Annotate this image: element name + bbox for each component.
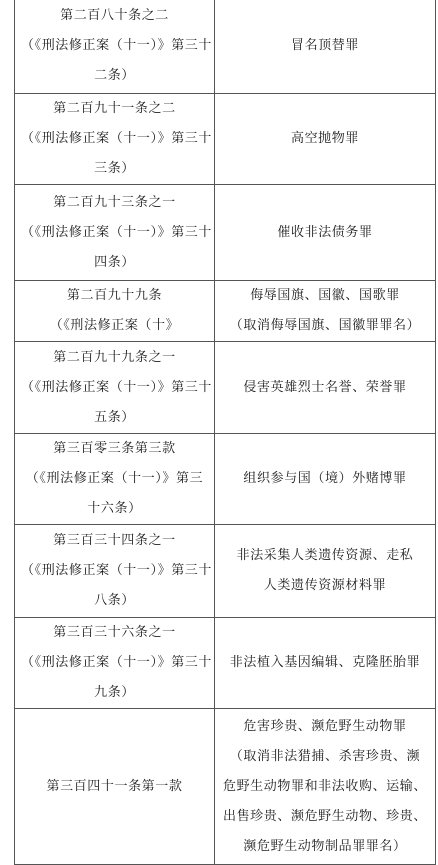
- crime-text: 冒名顶替罪: [290, 38, 359, 53]
- article-text: 第二百九十一条之二: [53, 101, 176, 116]
- article-cell: [15, 342, 215, 434]
- article-text: 八条）: [94, 593, 135, 608]
- crime-text: 危野生动物罪和非法收购、运输、: [222, 778, 427, 794]
- article-text: 第二百九十九条: [66, 288, 163, 303]
- article-text: 第二百八十条之二: [60, 8, 169, 23]
- crime-text: （取消非法猎捕、杀害珍贵、濒: [229, 748, 421, 764]
- article-text: （《刑法修正案（十一）》第三十: [21, 379, 213, 395]
- crime-text: 催收非法债务罪: [277, 224, 373, 240]
- table-row: [15, 0, 436, 94]
- crime-name-cell: [215, 281, 436, 342]
- article-text: 第三百三十四条之一: [53, 533, 176, 548]
- article-cell: [15, 0, 215, 94]
- law-articles-table: [14, 0, 436, 865]
- article-text: （《刑法修正案（十一）》第三十: [21, 563, 213, 578]
- article-text: 十六条）: [87, 501, 142, 516]
- article-text: （《刑法修正案（十一）》第三十: [21, 224, 213, 240]
- article-text: 四条）: [94, 254, 135, 270]
- crime-text: 侮辱国旗、国徽、国歌罪: [250, 288, 400, 303]
- crime-name-cell: [215, 0, 436, 94]
- article-text: 三条）: [94, 161, 135, 176]
- article-text: （《刑法修正案（十》: [49, 318, 180, 333]
- article-text: 第二百九十九条之一: [53, 349, 176, 365]
- article-cell: [15, 618, 215, 709]
- article-text: （《刑法修正案（十一）》第三十: [21, 655, 213, 670]
- article-text: 第三百零三条第三款: [53, 441, 176, 456]
- article-text: 二条）: [94, 68, 135, 83]
- article-cell: [15, 94, 215, 185]
- table-row: [15, 618, 436, 709]
- article-cell: [15, 185, 215, 281]
- table-row: [15, 281, 436, 342]
- article-cell: [15, 434, 215, 525]
- crime-name-cell: [215, 185, 436, 281]
- article-text: 第三百四十一条第一款: [46, 778, 183, 794]
- crime-text: 危害珍贵、濒危野生动物罪: [243, 718, 407, 734]
- crime-text: 出售珍贵、濒危野生动物、珍贵、: [222, 808, 427, 824]
- crime-name-cell: [215, 94, 436, 185]
- crime-name-cell: [215, 709, 436, 865]
- article-cell: [15, 709, 215, 865]
- crime-text: 侵害英雄烈士名誉、荣誉罪: [243, 379, 407, 395]
- article-text: （《刑法修正案（十一）》第三十: [21, 38, 213, 53]
- table-row: [15, 434, 436, 525]
- crime-name-cell: [215, 525, 436, 618]
- crime-name-cell: [215, 342, 436, 434]
- crime-text: （取消侮辱国旗、国徽罪罪名）: [229, 318, 421, 333]
- article-text: （《刑法修正案（十一）》第三十: [21, 131, 213, 146]
- article-text: 第三百三十六条之一: [53, 625, 176, 640]
- crime-name-cell: [215, 618, 436, 709]
- crime-text: 濒危野生动物制品罪罪名）: [243, 838, 407, 854]
- article-cell: [15, 281, 215, 342]
- table-row: [15, 185, 436, 281]
- article-text: 九条）: [94, 685, 135, 700]
- article-text: 第二百九十三条之一: [53, 194, 176, 210]
- article-text: （《刑法修正案（十一）》第三: [25, 471, 204, 486]
- article-cell: [15, 525, 215, 618]
- article-text: 五条）: [94, 409, 135, 425]
- crime-text: 人类遗传资源材料罪: [263, 578, 387, 593]
- table-row: [15, 709, 436, 865]
- table-row: [15, 342, 436, 434]
- table-row: [15, 94, 436, 185]
- table-row: [15, 525, 436, 618]
- crime-name-cell: [215, 434, 436, 525]
- crime-text: 组织参与国（境）外赌博罪: [243, 471, 407, 486]
- crime-text: 高空抛物罪: [290, 131, 359, 146]
- crime-text: 非法采集人类遗传资源、走私: [236, 548, 414, 563]
- crime-text: 非法植入基因编辑、克隆胚胎罪: [229, 655, 421, 670]
